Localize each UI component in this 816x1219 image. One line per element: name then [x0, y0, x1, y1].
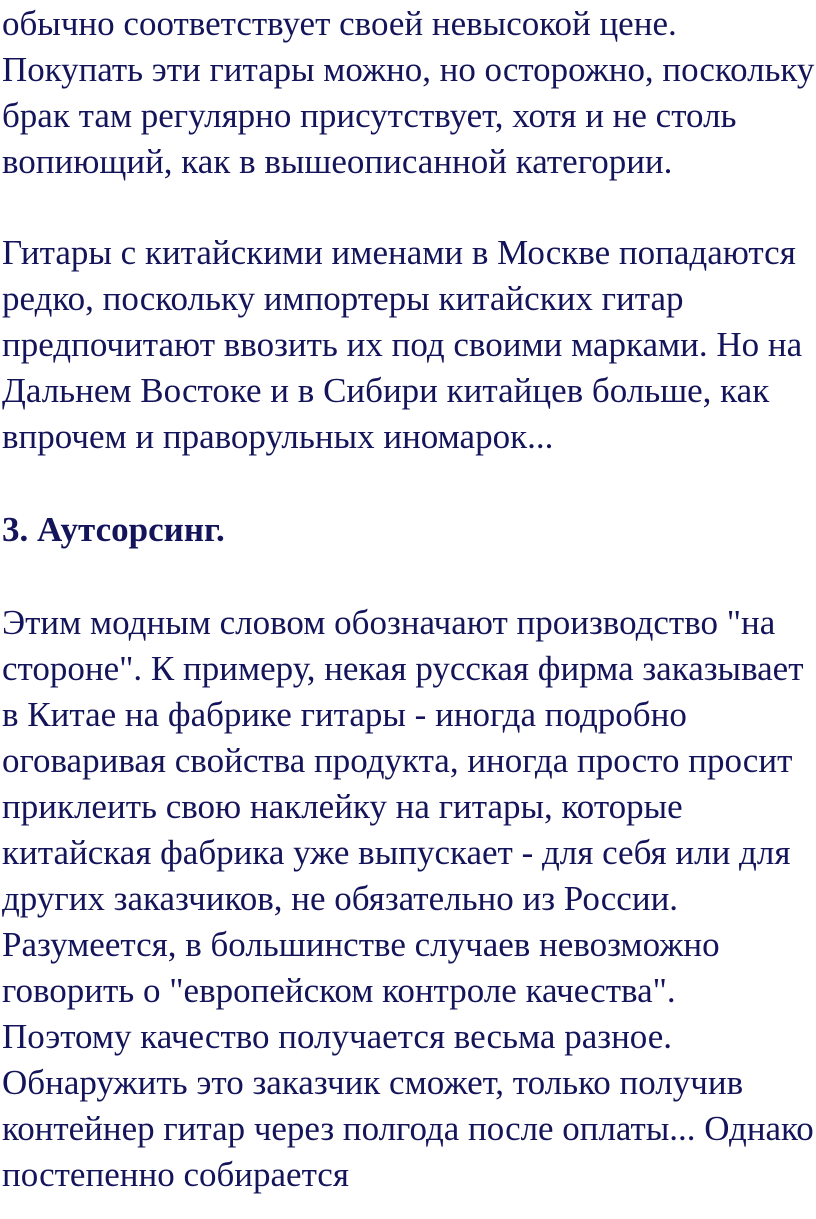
text-line: впрочем и праворульных иномарок... [2, 417, 554, 456]
text-line: оговаривая свойства продукта, иногда просто просит [2, 741, 793, 780]
text-line: вопиющий, как в вышеописанной категории. [2, 142, 673, 181]
text-line: приклеить свою наклейку на гитары, которые [2, 787, 683, 826]
text-line: Покупать эти гитары можно, но осторожно, поскольку [2, 50, 815, 89]
text-line: Поэтому качество получается весьма разное. [2, 1017, 673, 1056]
text-line: редко, поскольку импортеры китайских гитар [2, 279, 684, 318]
text-line: других заказчиков, не обязательно из России. [2, 879, 679, 918]
text-line: Обнаружить это заказчик сможет, только получив [2, 1063, 744, 1102]
text-line: контейнер гитар через полгода после оплаты... Однако [2, 1109, 814, 1148]
text-line: Этим модным словом обозначают производство "на [2, 603, 776, 642]
text-line: обычно соответствует своей невысокой цене. [2, 4, 677, 43]
text-line: в Китае на фабрике гитары - иногда подробно [2, 695, 687, 734]
text-line: Разумеется, в большинстве случаев невозможно [2, 925, 720, 964]
text-line: Дальнем Востоке и в Сибири китайцев больше, как [2, 371, 770, 410]
text-line: брак там регулярно присутствует, хотя и не столь [2, 96, 737, 135]
text-line: стороне". К примеру, некая русская фирма заказывает [2, 649, 804, 688]
section-heading: 3. Аутсорсинг. [2, 510, 225, 549]
text-line: китайская фабрика уже выпускает - для себя или для [2, 833, 791, 872]
text-line: говорить о "европейском контроле качества". [2, 971, 676, 1010]
text-line: постепенно собирается [2, 1155, 349, 1194]
text-line: Гитары с китайскими именами в Москве попадаются [2, 233, 796, 272]
text-line: предпочитают ввозить их под своими марками. Но на [2, 325, 803, 364]
